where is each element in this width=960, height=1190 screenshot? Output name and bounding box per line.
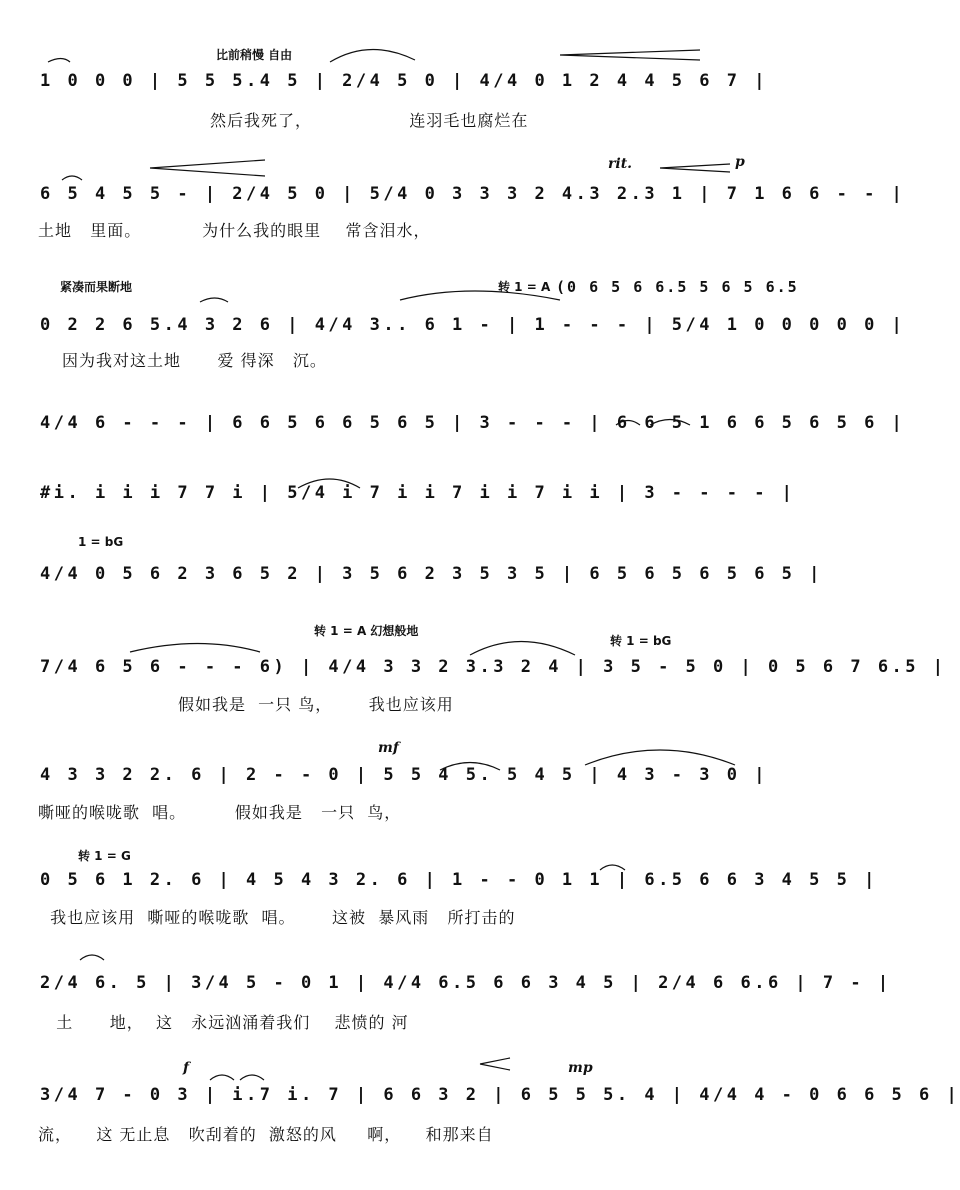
notation-line: 1 0 0 0 | 5 5 5.4 5 | 2/4 5 0 | 4/4 0 1 2 4 4 5 6 7 |	[40, 71, 768, 91]
notation-line: 3/4 7 - 0 3 | i.7 i. 7 | 6 6 3 2 | 6 5 5 5. 4 | 4/4 4 - 0 6 6 5 6 |	[40, 1085, 960, 1105]
lyrics-line: 嘶哑的喉咙歌 唱。 假如我是 一只 鸟，	[38, 803, 402, 822]
slur	[298, 479, 360, 488]
notation-line: 4 3 3 2 2. 6 | 2 - - 0 | 5 5 4 5. 5 4 5 | 4 3 - 3 0 |	[40, 765, 768, 785]
slur	[585, 750, 735, 765]
slur	[616, 421, 640, 426]
key-change-marking: 转 1 = A	[498, 280, 551, 294]
lyrics-line: 土地 里面。 为什么我的眼里 常含泪水，	[38, 221, 431, 240]
lyrics-line: 因为我对这土地 爱 得深 沉。	[62, 351, 327, 370]
crescendo-hairpin	[560, 50, 700, 60]
slur	[400, 291, 560, 300]
slur	[470, 642, 575, 656]
dynamic-mf: mf	[378, 740, 399, 756]
decrescendo-hairpin	[660, 164, 730, 172]
slur	[62, 176, 82, 180]
notation-line: 7/4 6 5 6 - - - 6) | 4/4 3 3 2 3.3 2 4 | 3 5 - 5 0 | 0 5 6 7 6.5 |	[40, 657, 947, 677]
lyrics-line: 假如我是 一只 鸟， 我也应该用	[38, 695, 454, 714]
key-change-marking: 转 1 = A 幻想般地	[314, 624, 419, 638]
expression-marking: 紧凑而果断地	[60, 280, 133, 294]
dynamic-f: f	[183, 1060, 190, 1076]
key-change-marking: 转 1 = G	[78, 849, 131, 863]
notation-line: 0 5 6 1 2. 6 | 4 5 4 3 2. 6 | 1 - - 0 1 1 | 6.5 6 6 3 4 5 5 |	[40, 870, 878, 890]
notation-line: 4/4 6 - - - | 6 6 5 6 6 5 6 5 | 3 - - - | 6 6 5 1 6 6 5 6 5 6 |	[40, 413, 906, 433]
rit-marking: rit.	[608, 156, 633, 172]
slur	[80, 955, 104, 960]
lyrics-line: 我也应该用 嘶哑的喉咙歌 唱。 这被 暴风雨 所打击的	[38, 908, 516, 927]
intro-notation: (0 6 5 6 6.5 5 6 5 6.5	[556, 278, 799, 296]
tempo-marking: 比前稍慢 自由	[216, 48, 293, 62]
lyrics-line: 然后我死了， 连羽毛也腐烂在	[210, 111, 529, 130]
slur	[330, 49, 415, 62]
notation-line: 4/4 0 5 6 2 3 6 5 2 | 3 5 6 2 3 5 3 5 | 6 5 6 5 6 5 6 5 |	[40, 564, 823, 584]
dynamic-mp: mp	[568, 1060, 593, 1076]
notation-line: 2/4 6. 5 | 3/4 5 - 0 1 | 4/4 6.5 6 6 3 4 5 | 2/4 6 6.6 | 7 - |	[40, 973, 892, 993]
slur	[130, 644, 260, 653]
crescendo-hairpin	[150, 160, 265, 176]
notation-line: #i. i i i 7 7 i | 5/4 i 7 i i 7 i i 7 i i | 3 - - - - |	[40, 483, 796, 503]
dynamic-p: p	[735, 154, 745, 170]
lyrics-line: 土 地， 这 永远汹涌着我们 悲愤的 河	[38, 1013, 409, 1032]
slur	[240, 1075, 264, 1080]
slur	[200, 298, 228, 302]
hairpin	[480, 1058, 510, 1070]
slur	[210, 1075, 234, 1080]
notation-line: 0 2 2 6 5.4 3 2 6 | 4/4 3.. 6 1 - | 1 - - - | 5/4 1 0 0 0 0 0 |	[40, 315, 906, 335]
lyrics-line: 流， 这 无止息 吹刮着的 激怒的风 啊， 和那来自	[38, 1125, 494, 1144]
key-change-marking: 转 1 = bG	[610, 634, 672, 648]
slur	[440, 763, 500, 771]
slur	[650, 420, 690, 426]
slur	[600, 865, 625, 870]
notation-line: 6 5 4 5 5 - | 2/4 5 0 | 5/4 0 3 3 3 2 4.3 2.3 1 | 7 1 6 6 - - |	[40, 184, 906, 204]
key-signature: 1 = bG	[78, 535, 124, 549]
slur	[48, 59, 70, 63]
